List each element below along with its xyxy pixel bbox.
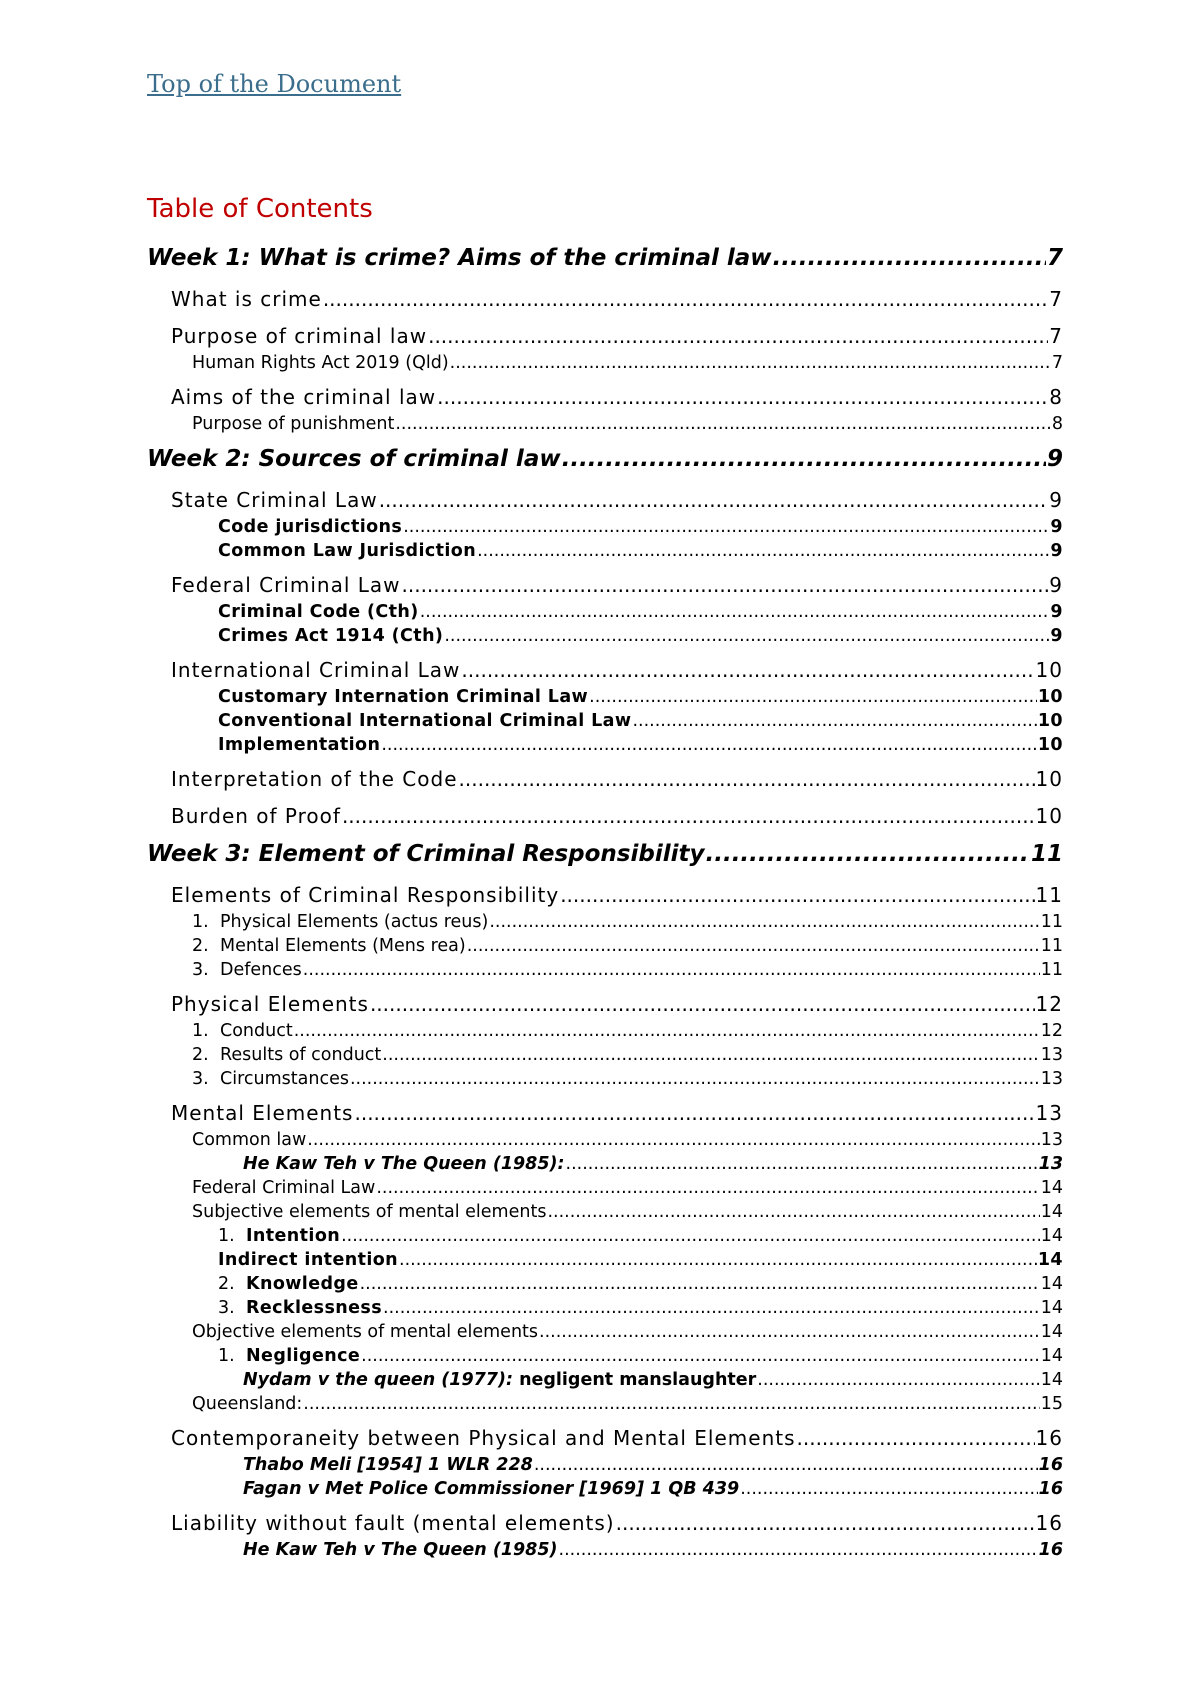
toc-entry-label xyxy=(243,1479,739,1499)
toc-entry[interactable] xyxy=(147,602,1063,624)
toc-dot-leader xyxy=(402,573,1049,597)
toc-entry-text: Defences xyxy=(220,960,302,980)
toc-entry-label xyxy=(171,883,559,907)
toc-dot-leader xyxy=(632,711,1036,731)
toc-entry-label xyxy=(171,658,460,682)
toc-entry[interactable] xyxy=(147,1250,1063,1272)
toc-page-number: 15 xyxy=(1040,1394,1063,1414)
toc-title: Table of Contents xyxy=(147,194,373,224)
toc-entry-label xyxy=(192,960,302,980)
toc-entry-number: 1. xyxy=(218,1226,235,1246)
toc-page-number: 11 xyxy=(1040,936,1063,956)
toc-entry-text: Purpose of punishment xyxy=(192,414,395,434)
toc-entry[interactable] xyxy=(147,1045,1063,1067)
toc-page-number: 13 xyxy=(1040,1045,1063,1065)
toc-page-number: 9 xyxy=(1050,626,1063,646)
toc-entry-label xyxy=(218,1250,398,1270)
toc-entry-label xyxy=(192,1394,302,1414)
toc-dot-leader xyxy=(740,1479,1037,1499)
toc-entry-label xyxy=(171,385,436,409)
toc-entry-label xyxy=(218,1298,382,1318)
toc-entry-number: 3. xyxy=(192,1069,209,1089)
toc-dot-leader xyxy=(547,1202,1039,1222)
toc-dot-leader xyxy=(303,1394,1039,1414)
toc-page-number: 14 xyxy=(1037,1250,1063,1270)
toc-entry-text: He Kaw Teh v The Queen (1985) xyxy=(243,1540,558,1560)
toc-entry-label xyxy=(192,1130,306,1150)
toc-dot-leader xyxy=(307,1130,1039,1150)
toc-dot-leader xyxy=(342,804,1035,828)
toc-dot-leader xyxy=(534,1455,1038,1475)
toc-dot-leader xyxy=(361,1346,1040,1366)
toc-entry-label xyxy=(218,517,402,537)
toc-entry[interactable] xyxy=(147,1346,1063,1368)
toc-entry-text: Objective elements of mental elements xyxy=(192,1322,539,1342)
toc-entry-label xyxy=(243,1540,558,1560)
toc-page-number: 10 xyxy=(1037,711,1063,731)
toc-entry[interactable] xyxy=(147,1479,1063,1501)
toc-entry[interactable] xyxy=(147,1394,1063,1416)
toc-dot-leader xyxy=(379,488,1049,512)
toc-page-number: 11 xyxy=(1040,960,1063,980)
toc-page-number: 10 xyxy=(1037,735,1063,755)
toc-page-number: 12 xyxy=(1035,992,1063,1016)
toc-page-number: 7 xyxy=(1049,324,1063,348)
toc-entry[interactable] xyxy=(147,1069,1063,1091)
toc-page-number: 9 xyxy=(1049,573,1063,597)
toc-entry-text: Subjective elements of mental elements xyxy=(192,1202,547,1222)
toc-entry-label xyxy=(243,1370,756,1390)
toc-entry-text: Crimes Act 1914 (Cth) xyxy=(218,626,444,646)
toc-dot-leader xyxy=(428,324,1048,348)
toc-dot-leader xyxy=(399,1250,1037,1270)
toc-entry-label xyxy=(192,912,488,932)
toc-entry-text: Recklessness xyxy=(246,1298,383,1318)
toc-entry-text: Elements of Criminal Responsibility xyxy=(171,883,560,907)
toc-entry-text: Conduct xyxy=(220,1021,293,1041)
toc-entry-number: 3. xyxy=(192,960,209,980)
toc-entry-label xyxy=(218,541,476,561)
toc-entry-text: International Criminal Law xyxy=(171,658,461,682)
toc-dot-leader xyxy=(382,1045,1039,1065)
toc-entry-text: Customary Internation Criminal Law xyxy=(218,687,589,707)
toc-page-number: 11 xyxy=(1030,841,1063,867)
toc-entry-label xyxy=(218,1346,360,1366)
toc-page-number: 16 xyxy=(1035,1511,1063,1535)
toc-entry[interactable] xyxy=(147,1226,1063,1248)
toc-entry-text: Circumstances xyxy=(220,1069,349,1089)
toc-entry[interactable] xyxy=(147,1178,1063,1200)
toc-entry[interactable] xyxy=(147,992,1063,1019)
toc-entry-text: State Criminal Law xyxy=(171,488,378,512)
toc-entry-text: Knowledge xyxy=(246,1274,359,1294)
toc-entry[interactable] xyxy=(147,658,1063,685)
toc-dot-leader xyxy=(467,936,1040,956)
toc-entry[interactable] xyxy=(147,767,1063,794)
toc-entry[interactable] xyxy=(147,1154,1063,1176)
toc-entry[interactable] xyxy=(147,385,1063,412)
toc-entry-label xyxy=(243,1455,533,1475)
toc-entry[interactable] xyxy=(147,735,1063,757)
toc-dot-leader xyxy=(566,1154,1038,1174)
toc-entry-text: Burden of Proof xyxy=(171,804,341,828)
toc-page-number: 14 xyxy=(1040,1298,1063,1318)
toc-dot-leader xyxy=(560,883,1034,907)
toc-page-number: 8 xyxy=(1051,414,1063,434)
toc-dot-leader xyxy=(437,385,1048,409)
toc-entry-text: Physical Elements (actus reus) xyxy=(220,912,489,932)
toc-dot-leader xyxy=(559,1540,1038,1560)
toc-page-number: 14 xyxy=(1040,1274,1063,1294)
toc-entry-text: Federal Criminal Law xyxy=(171,573,401,597)
toc-entry-text: What is crime xyxy=(171,287,322,311)
toc-dot-leader xyxy=(341,1226,1040,1246)
toc-page-number: 13 xyxy=(1040,1069,1063,1089)
toc-dot-leader xyxy=(403,517,1049,537)
toc-entry-label xyxy=(171,324,427,348)
toc-entry-label xyxy=(171,992,369,1016)
toc-dot-leader xyxy=(616,1511,1035,1535)
toc-dot-leader xyxy=(395,414,1051,434)
toc-page-number: 16 xyxy=(1035,1426,1063,1450)
toc-page-number: 10 xyxy=(1037,687,1063,707)
toc-entry-label xyxy=(171,1511,615,1535)
toc-entry-text: Week 1: What is crime? Aims of the criminal law xyxy=(147,245,772,271)
toc-dot-leader xyxy=(477,541,1049,561)
toc-entry[interactable] xyxy=(147,488,1063,515)
toc-entry[interactable] xyxy=(147,1298,1063,1320)
toc-entry-text: Nydam v the queen (1977): xyxy=(243,1370,513,1390)
toc-entry-label xyxy=(171,1101,353,1125)
toc-entry-label xyxy=(218,602,419,622)
toc-entry[interactable] xyxy=(147,353,1063,375)
toc-dot-leader xyxy=(562,446,1046,472)
toc-entry-label xyxy=(171,804,341,828)
toc-entry-text: Thabo Meli [1954] 1 WLR 228 xyxy=(243,1455,533,1475)
toc-entry-label xyxy=(171,767,458,791)
toc-dot-leader xyxy=(303,960,1040,980)
toc-entry[interactable] xyxy=(147,960,1063,982)
toc-dot-leader xyxy=(420,602,1050,622)
toc-entry-number: 1. xyxy=(192,1021,209,1041)
toc-entry-text: Contemporaneity between Physical and Mental Elements xyxy=(171,1426,796,1450)
toc-entry-label xyxy=(218,711,631,731)
toc-dot-leader xyxy=(354,1101,1034,1125)
toc-entry-text: Conventional International Criminal Law xyxy=(218,711,632,731)
toc-dot-leader xyxy=(323,287,1048,311)
toc-entry[interactable] xyxy=(147,1370,1063,1392)
toc-dot-leader xyxy=(450,353,1051,373)
toc-dot-leader xyxy=(539,1322,1040,1342)
toc-entry-label xyxy=(147,245,772,271)
toc-entry[interactable] xyxy=(147,517,1063,539)
toc-entry[interactable] xyxy=(147,912,1063,934)
toc-page-number: 16 xyxy=(1038,1540,1063,1560)
toc-entry-label xyxy=(147,841,704,867)
toc-page-number: 7 xyxy=(1051,353,1063,373)
toc-dot-leader xyxy=(489,912,1039,932)
toc-entry-number: 2. xyxy=(192,936,209,956)
toc-entry-text: Aims of the criminal law xyxy=(171,385,437,409)
toc-entry-label xyxy=(192,936,466,956)
toc-entry-text: Mental Elements (Mens rea) xyxy=(220,936,466,956)
toc-entry[interactable] xyxy=(147,446,1063,478)
toc-page-number: 9 xyxy=(1050,541,1063,561)
toc-page-number: 9 xyxy=(1050,517,1063,537)
toc-entry[interactable] xyxy=(147,687,1063,709)
toc-page-number: 13 xyxy=(1035,1101,1063,1125)
toc-entry[interactable] xyxy=(147,626,1063,648)
toc-entry[interactable] xyxy=(147,1426,1063,1453)
toc-page-number: 10 xyxy=(1035,767,1063,791)
toc-entry-label xyxy=(147,446,561,472)
toc-dot-leader xyxy=(360,1274,1040,1294)
toc-entry[interactable] xyxy=(147,1455,1063,1477)
toc-dot-leader xyxy=(757,1370,1039,1390)
toc-entry-number: 1. xyxy=(192,912,209,932)
toc-entry[interactable] xyxy=(147,324,1063,351)
toc-dot-leader xyxy=(350,1069,1040,1089)
toc-entry[interactable] xyxy=(147,936,1063,958)
toc-entry-label xyxy=(171,287,322,311)
toc-entry-text: Code jurisdictions xyxy=(218,517,403,537)
toc-entry-number: 2. xyxy=(218,1274,235,1294)
toc-entry[interactable] xyxy=(147,1322,1063,1344)
toc-entry-text: Implementation xyxy=(218,735,381,755)
toc-entry-label xyxy=(192,1322,538,1342)
toc-entry-text: Queensland: xyxy=(192,1394,303,1414)
toc-entry-label xyxy=(192,1202,546,1222)
toc-page-number: 9 xyxy=(1049,488,1063,512)
toc-page-number: 16 xyxy=(1038,1479,1063,1499)
toc-page-number: 7 xyxy=(1046,245,1063,271)
toc-page-number: 11 xyxy=(1035,883,1063,907)
toc-page-number: 9 xyxy=(1046,446,1063,472)
toc-entry-label xyxy=(192,1021,293,1041)
toc-entry-label xyxy=(192,1178,375,1198)
toc-entry-label xyxy=(218,687,588,707)
toc-entry-text: Week 3: Element of Criminal Responsibility xyxy=(147,841,705,867)
toc-entry-label xyxy=(192,1045,381,1065)
toc-page-number: 12 xyxy=(1040,1021,1063,1041)
toc-dot-leader xyxy=(294,1021,1040,1041)
toc-entry-subtext: negligent manslaughter xyxy=(512,1370,757,1390)
toc-dot-leader xyxy=(381,735,1037,755)
toc-dot-leader xyxy=(459,767,1035,791)
toc-page-number: 7 xyxy=(1049,287,1063,311)
toc-dot-leader xyxy=(773,245,1046,271)
toc-page-number: 14 xyxy=(1040,1370,1063,1390)
toc-page-number: 14 xyxy=(1040,1322,1063,1342)
toc-dot-leader xyxy=(797,1426,1035,1450)
toc-entry-text: Liability without fault (mental elements) xyxy=(171,1511,615,1535)
top-of-document-link[interactable]: Top of the Document xyxy=(147,70,402,98)
toc-entry[interactable] xyxy=(147,245,1063,277)
toc-entry-text: Common Law Jurisdiction xyxy=(218,541,477,561)
toc-entry-label xyxy=(171,1426,796,1450)
toc-page-number: 13 xyxy=(1040,1130,1063,1150)
toc-page-number: 14 xyxy=(1040,1346,1063,1366)
toc-entry-text: He Kaw Teh v The Queen (1985): xyxy=(243,1154,565,1174)
toc-entry-label xyxy=(192,414,394,434)
toc-dot-leader xyxy=(705,841,1030,867)
toc-page-number: 14 xyxy=(1040,1202,1063,1222)
toc-entry[interactable] xyxy=(147,711,1063,733)
toc-entry-text: Purpose of criminal law xyxy=(171,324,428,348)
toc-page-number: 14 xyxy=(1040,1178,1063,1198)
toc-entry-text: Results of conduct xyxy=(220,1045,382,1065)
toc-entry-label xyxy=(218,1274,359,1294)
toc-entry[interactable] xyxy=(147,1511,1063,1538)
toc-entry-text: Interpretation of the Code xyxy=(171,767,458,791)
toc-entry-text: Mental Elements xyxy=(171,1101,354,1125)
toc-entry-label xyxy=(192,353,449,373)
toc-entry[interactable] xyxy=(147,1274,1063,1296)
toc-entry-number: 1. xyxy=(218,1346,235,1366)
toc-page-number: 10 xyxy=(1035,804,1063,828)
toc-entry-text: Physical Elements xyxy=(171,992,369,1016)
toc-entry[interactable] xyxy=(147,883,1063,910)
toc-entry-label xyxy=(171,573,401,597)
toc-entry-label xyxy=(218,735,380,755)
toc-dot-leader xyxy=(383,1298,1040,1318)
toc-page-number: 16 xyxy=(1038,1455,1063,1475)
toc-dot-leader xyxy=(589,687,1037,707)
toc-page-number: 13 xyxy=(1038,1154,1063,1174)
toc-entry-text: Week 2: Sources of criminal law xyxy=(147,446,561,472)
toc-entry-text: Common law xyxy=(192,1130,307,1150)
toc-dot-leader xyxy=(370,992,1035,1016)
toc-entry-text: Intention xyxy=(246,1226,341,1246)
toc-entry[interactable] xyxy=(147,1021,1063,1043)
toc-entry-number: 3. xyxy=(218,1298,235,1318)
toc-entry[interactable] xyxy=(147,1130,1063,1152)
toc-entry[interactable] xyxy=(147,1540,1063,1562)
toc-entry[interactable] xyxy=(147,1202,1063,1224)
toc-entry-text: Criminal Code (Cth) xyxy=(218,602,419,622)
toc-entry-label xyxy=(171,488,378,512)
toc-page-number: 11 xyxy=(1040,912,1063,932)
toc-entry-label xyxy=(243,1154,565,1174)
toc-dot-leader xyxy=(376,1178,1039,1198)
toc-page-number: 8 xyxy=(1049,385,1063,409)
toc-entry-text: Federal Criminal Law xyxy=(192,1178,376,1198)
toc-entry-text: Fagan v Met Police Commissioner [1969] 1 QB 439 xyxy=(243,1479,740,1499)
toc-entry[interactable] xyxy=(147,414,1063,436)
toc-entry[interactable] xyxy=(147,287,1063,314)
toc-entry-text: Indirect intention xyxy=(218,1250,399,1270)
toc-entry[interactable] xyxy=(147,804,1063,831)
toc-entry[interactable] xyxy=(147,841,1063,873)
toc-entry-number: 2. xyxy=(192,1045,209,1065)
table-of-contents xyxy=(147,245,1063,1564)
toc-entry-text: Human Rights Act 2019 (Qld) xyxy=(192,353,449,373)
toc-dot-leader xyxy=(461,658,1034,682)
toc-entry[interactable] xyxy=(147,541,1063,563)
toc-page-number: 14 xyxy=(1040,1226,1063,1246)
toc-dot-leader xyxy=(444,626,1049,646)
toc-entry-label xyxy=(218,626,443,646)
toc-page-number: 10 xyxy=(1035,658,1063,682)
toc-entry-text: Negligence xyxy=(246,1346,361,1366)
toc-page-number: 9 xyxy=(1050,602,1063,622)
toc-entry-label xyxy=(218,1226,340,1246)
toc-entry[interactable] xyxy=(147,573,1063,600)
toc-entry[interactable] xyxy=(147,1101,1063,1128)
toc-entry-label xyxy=(192,1069,349,1089)
